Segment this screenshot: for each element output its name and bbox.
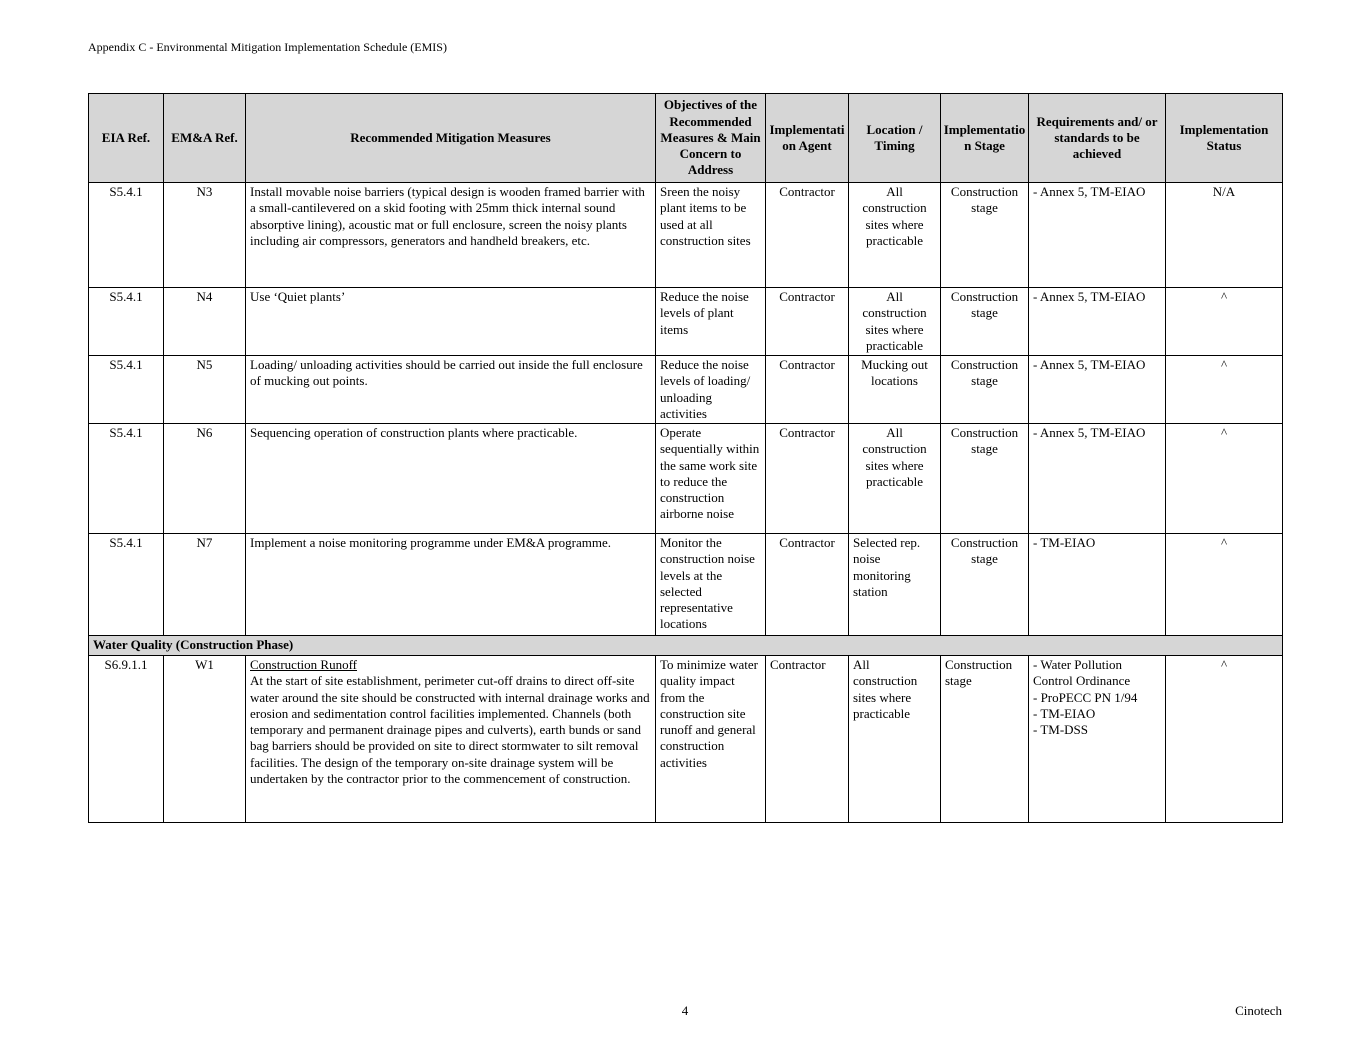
cell-location: Selected rep. noise monitoring station: [849, 534, 941, 636]
cell-measures: [246, 183, 656, 288]
requirement-line: - Annex 5, TM-EIAO: [1033, 357, 1146, 372]
table-body: [89, 183, 1283, 823]
page-header-title: Appendix C - Environmental Mitigation Implementation Schedule (EMIS): [88, 40, 447, 54]
cell-location: All construction sites where practicable: [849, 183, 941, 288]
cell-status: N/A: [1166, 183, 1283, 288]
requirement-line: - TM-EIAO: [1033, 705, 1096, 721]
cell-measures: [246, 534, 656, 636]
col-header-agent: Implementation Agent: [766, 94, 849, 183]
cell-agent: Contractor: [766, 424, 849, 534]
table-row: [89, 288, 1283, 356]
section-row: [89, 636, 1283, 656]
cell-stage: Construction stage: [941, 424, 1029, 534]
cell-requirements: [1029, 656, 1166, 823]
cell-agent: Contractor: [766, 356, 849, 424]
cell-eia-ref: S5.4.1: [89, 534, 164, 636]
cell-measures: [246, 656, 656, 823]
cell-measures: [246, 424, 656, 534]
cell-eia-ref: S5.4.1: [89, 356, 164, 424]
cell-stage: Construction stage: [941, 288, 1029, 356]
cell-objectives: To minimize water quality impact from the construction site runoff and general construction activities: [656, 656, 766, 823]
page-number: 4: [681, 1003, 689, 1018]
measures-text: Loading/ unloading activities should be carried out inside the full enclosure of mucking out points.: [250, 357, 643, 389]
cell-eia-ref: S5.4.1: [89, 183, 164, 288]
emis-table: [88, 93, 1283, 823]
section-label: Water Quality (Construction Phase): [89, 636, 1283, 656]
table-row: [89, 656, 1283, 823]
header-row: [89, 94, 1283, 183]
cell-status: ^: [1166, 356, 1283, 424]
col-header-eia-ref: EIA Ref.: [89, 94, 164, 183]
cell-stage: Construction stage: [941, 356, 1029, 424]
footer-company-name: Cinotech: [1235, 1003, 1282, 1018]
cell-status: ^: [1166, 288, 1283, 356]
col-header-measures: Recommended Mitigation Measures: [246, 94, 656, 183]
cell-status: ^: [1166, 534, 1283, 636]
cell-measures: [246, 356, 656, 424]
measures-text: Implement a noise monitoring programme under EM&A programme.: [250, 535, 612, 550]
requirement-line: - Water Pollution Control Ordinance: [1033, 657, 1131, 689]
cell-objectives: Reduce the noise levels of plant items: [656, 288, 766, 356]
cell-ema-ref: N4: [164, 288, 246, 356]
measures-text: Sequencing operation of construction plants where practicable.: [250, 425, 578, 440]
cell-eia-ref: S6.9.1.1: [89, 656, 164, 823]
requirement-line: - ProPECC PN 1/94: [1033, 689, 1138, 705]
cell-requirements: [1029, 424, 1166, 534]
cell-eia-ref: S5.4.1: [89, 288, 164, 356]
requirement-line: - Annex 5, TM-EIAO: [1033, 184, 1146, 199]
requirement-line: - Annex 5, TM-EIAO: [1033, 425, 1146, 440]
measures-text: Install movable noise barriers (typical design is wooden framed barrier with a small-cantilevered on a skid footing with 25mm thick internal sound absorptive lining), acoustic mat or full enclosure, screen the noisy plants including air compressors, generators and handheld breakers, etc.: [250, 184, 645, 248]
table-row: [89, 424, 1283, 534]
cell-eia-ref: S5.4.1: [89, 424, 164, 534]
cell-stage: Construction stage: [941, 534, 1029, 636]
cell-agent: Contractor: [766, 183, 849, 288]
measures-text: Use ‘Quiet plants’: [250, 289, 346, 304]
requirement-line: - Annex 5, TM-EIAO: [1033, 289, 1146, 304]
col-header-stage: Implementation Stage: [941, 94, 1029, 183]
cell-status: ^: [1166, 424, 1283, 534]
cell-stage: Construction stage: [941, 183, 1029, 288]
cell-requirements: [1029, 356, 1166, 424]
cell-requirements: [1029, 288, 1166, 356]
cell-location: All construction sites where practicable: [849, 288, 941, 356]
requirement-line: - TM-EIAO: [1033, 535, 1096, 550]
cell-objectives: Sreen the noisy plant items to be used at all construction sites: [656, 183, 766, 288]
cell-ema-ref: N7: [164, 534, 246, 636]
cell-agent: Contractor: [766, 534, 849, 636]
table-row: [89, 534, 1283, 636]
cell-location: All construction sites where practicable: [849, 656, 941, 823]
cell-requirements: [1029, 183, 1166, 288]
cell-measures: [246, 288, 656, 356]
cell-requirements: [1029, 534, 1166, 636]
cell-stage: Construction stage: [941, 656, 1029, 823]
cell-ema-ref: N6: [164, 424, 246, 534]
col-header-ema-ref: EM&A Ref.: [164, 94, 246, 183]
table-row: [89, 183, 1283, 288]
col-header-objectives: Objectives of the Recommended Measures & Main Concern to Address: [656, 94, 766, 183]
table-header: [89, 94, 1283, 183]
col-header-location: Location / Timing: [849, 94, 941, 183]
measures-title: Construction Runoff: [250, 657, 358, 672]
cell-objectives: Reduce the noise levels of loading/ unloading activities: [656, 356, 766, 424]
cell-location: All construction sites where practicable: [849, 424, 941, 534]
cell-status: ^: [1166, 656, 1283, 823]
cell-location: Mucking out locations: [849, 356, 941, 424]
cell-agent: Contractor: [766, 288, 849, 356]
cell-ema-ref: N3: [164, 183, 246, 288]
cell-objectives: Monitor the construction noise levels at the selected representative locations: [656, 534, 766, 636]
col-header-status: Implementation Status: [1166, 94, 1283, 183]
table-row: [89, 356, 1283, 424]
cell-ema-ref: N5: [164, 356, 246, 424]
measures-text: At the start of site establishment, perimeter cut-off drains to direct off-site water around the site should be constructed with internal drainage works and erosion and sedimentation control facilities implemented. Channels (both temporary and permanent drainage pipes and culverts), earth bunds or sand bag barriers should be provided on site to direct stormwater to silt removal facilities. The design of the temporary on-site drainage system will be undertaken by the contractor prior to the commencement of construction.: [250, 673, 650, 786]
cell-objectives: Operate sequentially within the same work site to reduce the construction airborne noise: [656, 424, 766, 534]
requirement-line: - TM-DSS: [1033, 722, 1089, 737]
cell-agent: Contractor: [766, 656, 849, 823]
col-header-requirements: Requirements and/ or standards to be achieved: [1029, 94, 1166, 183]
cell-ema-ref: W1: [164, 656, 246, 823]
